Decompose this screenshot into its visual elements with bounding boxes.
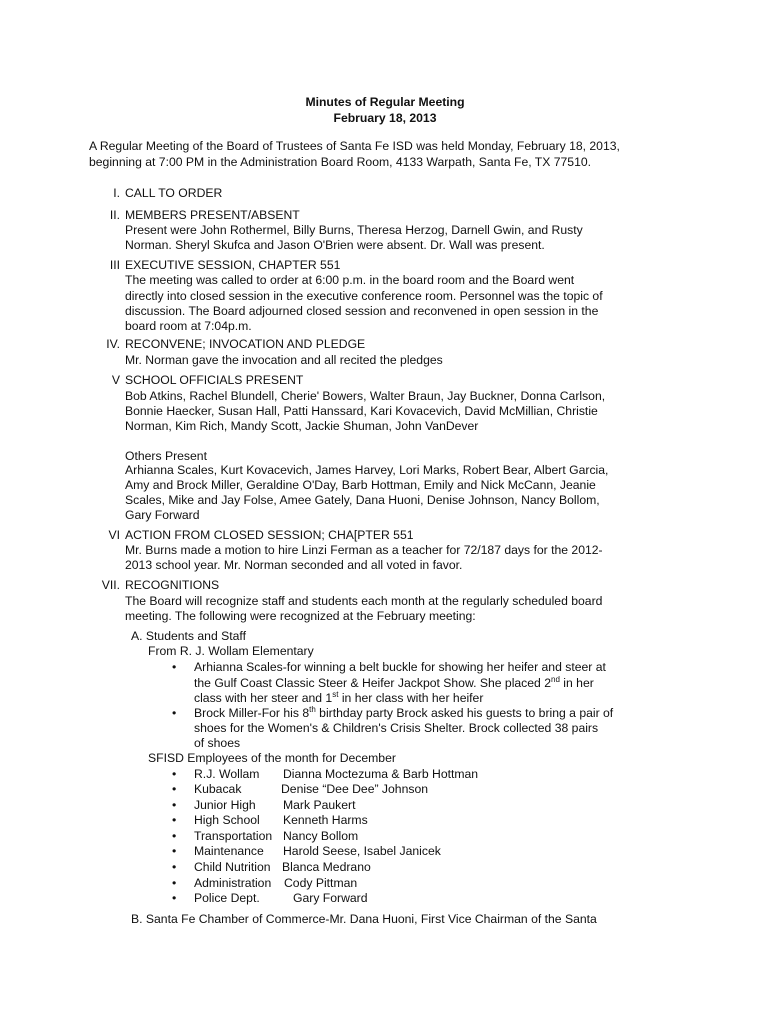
section-text: Bonnie Haecker, Susan Hall, Patti Hanssard, Kari Kovacevich, David McMillian, Christie	[125, 404, 598, 418]
subsection-b-heading: B. Santa Fe Chamber of Commerce-Mr. Dana Huoni, First Vice Chairman of the Santa	[131, 912, 597, 926]
school-heading: From R. J. Wollam Elementary	[148, 644, 314, 658]
bullet-glyph: •	[172, 782, 177, 796]
bullet-glyph: •	[172, 876, 177, 890]
employees-heading: SFISD Employees of the month for December	[148, 751, 396, 765]
section-text: Scales, Mike and Jay Folse, Amee Gately, Dana Huoni, Denise Johnson, Nancy Bollom,	[125, 493, 600, 507]
bullet-text: class with her steer and 1st in her class with her heifer	[194, 689, 484, 705]
section-text: The Board will recognize staff and students each month at the regularly scheduled board	[125, 594, 603, 608]
bullet-glyph: •	[172, 829, 177, 843]
section-text: Mr. Burns made a motion to hire Linzi Ferman as a teacher for 72/187 days for the 2012-	[125, 543, 603, 557]
section-text: The meeting was called to order at 6:00 p.m. in the board room and the Board went	[125, 273, 575, 287]
document-title: Minutes of Regular Meeting	[305, 95, 465, 109]
bullet-text: Brock Miller-For his 8th birthday party Brock asked his guests to bring a pair of	[194, 704, 614, 720]
section-heading: RECONVENE; INVOCATION AND PLEDGE	[125, 337, 366, 351]
bullet-glyph: •	[172, 813, 177, 827]
section-text: Amy and Brock Miller, Geraldine O'Day, Barb Hottman, Emily and Nick McCann, Jeanie	[125, 478, 596, 492]
intro-line: beginning at 7:00 PM in the Administration Board Room, 4133 Warpath, Santa Fe, TX 77510.	[89, 155, 592, 169]
section-text: Norman, Kim Rich, Mandy Scott, Jackie Shuman, John VanDever	[125, 419, 479, 433]
employee-name: Nancy Bollom	[283, 829, 359, 843]
employee-campus: Junior High	[194, 798, 256, 812]
employee-name: Cody Pittman	[284, 876, 358, 890]
section-text: Arhianna Scales, Kurt Kovacevich, James Harvey, Lori Marks, Robert Bear, Albert Garcia,	[125, 463, 609, 477]
bullet-glyph: •	[172, 706, 177, 720]
bullet-text: the Gulf Coast Classic Steer & Heifer Jackpot Show. She placed 2nd in her	[194, 674, 594, 690]
section-number: IV.	[106, 337, 120, 351]
bullet-glyph: •	[172, 767, 177, 781]
employee-campus: Transportation	[194, 829, 273, 843]
employee-name: Harold Seese, Isabel Janicek	[283, 844, 441, 858]
employee-campus: R.J. Wollam	[194, 767, 260, 781]
bullet-glyph: •	[172, 844, 177, 858]
section-text: Gary Forward	[125, 508, 200, 522]
employee-campus: Administration	[194, 876, 272, 890]
employee-name: Gary Forward	[293, 891, 368, 905]
section-heading: ACTION FROM CLOSED SESSION; CHA[PTER 551	[125, 528, 414, 542]
employee-name: Denise “Dee Dee” Johnson	[281, 782, 429, 796]
bullet-glyph: •	[172, 660, 177, 674]
section-text: Present were John Rothermel, Billy Burns, Theresa Herzog, Darnell Gwin, and Rusty	[125, 223, 583, 237]
section-text: Bob Atkins, Rachel Blundell, Cherie' Bowers, Walter Braun, Jay Buckner, Donna Carlson,	[125, 389, 606, 403]
section-text: Norman. Sheryl Skufca and Jason O'Brien were absent. Dr. Wall was present.	[125, 238, 545, 252]
employee-campus: Kubacak	[194, 782, 242, 796]
employee-campus: Child Nutrition	[194, 860, 271, 874]
section-number: III	[109, 258, 120, 272]
bullet-text: of shoes	[194, 736, 241, 750]
section-text: 2013 school year. Mr. Norman seconded and all voted in favor.	[125, 558, 463, 572]
bullet-text: shoes for the Women's & Children's Crisis Shelter. Brock collected 38 pairs	[194, 721, 599, 735]
section-text: meeting. The following were recognized at the February meeting:	[125, 609, 476, 623]
employee-name: Blanca Medrano	[282, 860, 371, 874]
section-heading: SCHOOL OFFICIALS PRESENT	[125, 373, 304, 387]
document-date: February 18, 2013	[333, 111, 437, 125]
section-number: VII.	[101, 578, 120, 592]
section-heading: EXECUTIVE SESSION, CHAPTER 551	[125, 258, 341, 272]
section-heading: RECOGNITIONS	[125, 578, 220, 592]
section-number: V	[111, 373, 120, 387]
section-text: board room at 7:04p.m.	[125, 319, 252, 333]
others-present-heading: Others Present	[125, 449, 207, 463]
section-heading: MEMBERS PRESENT/ABSENT	[125, 208, 300, 222]
employee-campus: High School	[194, 813, 260, 827]
employee-name: Mark Paukert	[283, 798, 356, 812]
section-number: I.	[113, 186, 120, 200]
bullet-glyph: •	[172, 860, 177, 874]
bullet-text: Arhianna Scales-for winning a belt buckle for showing her heifer and steer at	[194, 660, 606, 674]
bullet-glyph: •	[172, 891, 177, 905]
employee-campus: Police Dept.	[194, 891, 260, 905]
employee-name: Dianna Moctezuma & Barb Hottman	[283, 767, 479, 781]
intro-line: A Regular Meeting of the Board of Trustees of Santa Fe ISD was held Monday, February 18, 2013,	[89, 139, 620, 153]
section-text: directly into closed session in the executive conference room. Personnel was the topic of	[125, 289, 603, 303]
employee-campus: Maintenance	[194, 844, 264, 858]
section-heading: CALL TO ORDER	[125, 186, 223, 200]
employee-name: Kenneth Harms	[283, 813, 368, 827]
section-number: VI	[108, 528, 120, 542]
subsection-a-heading: A. Students and Staff	[131, 629, 246, 643]
section-text: discussion. The Board adjourned closed session and reconvened in open session in the	[125, 304, 599, 318]
section-text: Mr. Norman gave the invocation and all recited the pledges	[125, 353, 443, 367]
section-number: II.	[109, 208, 120, 222]
bullet-glyph: •	[172, 798, 177, 812]
